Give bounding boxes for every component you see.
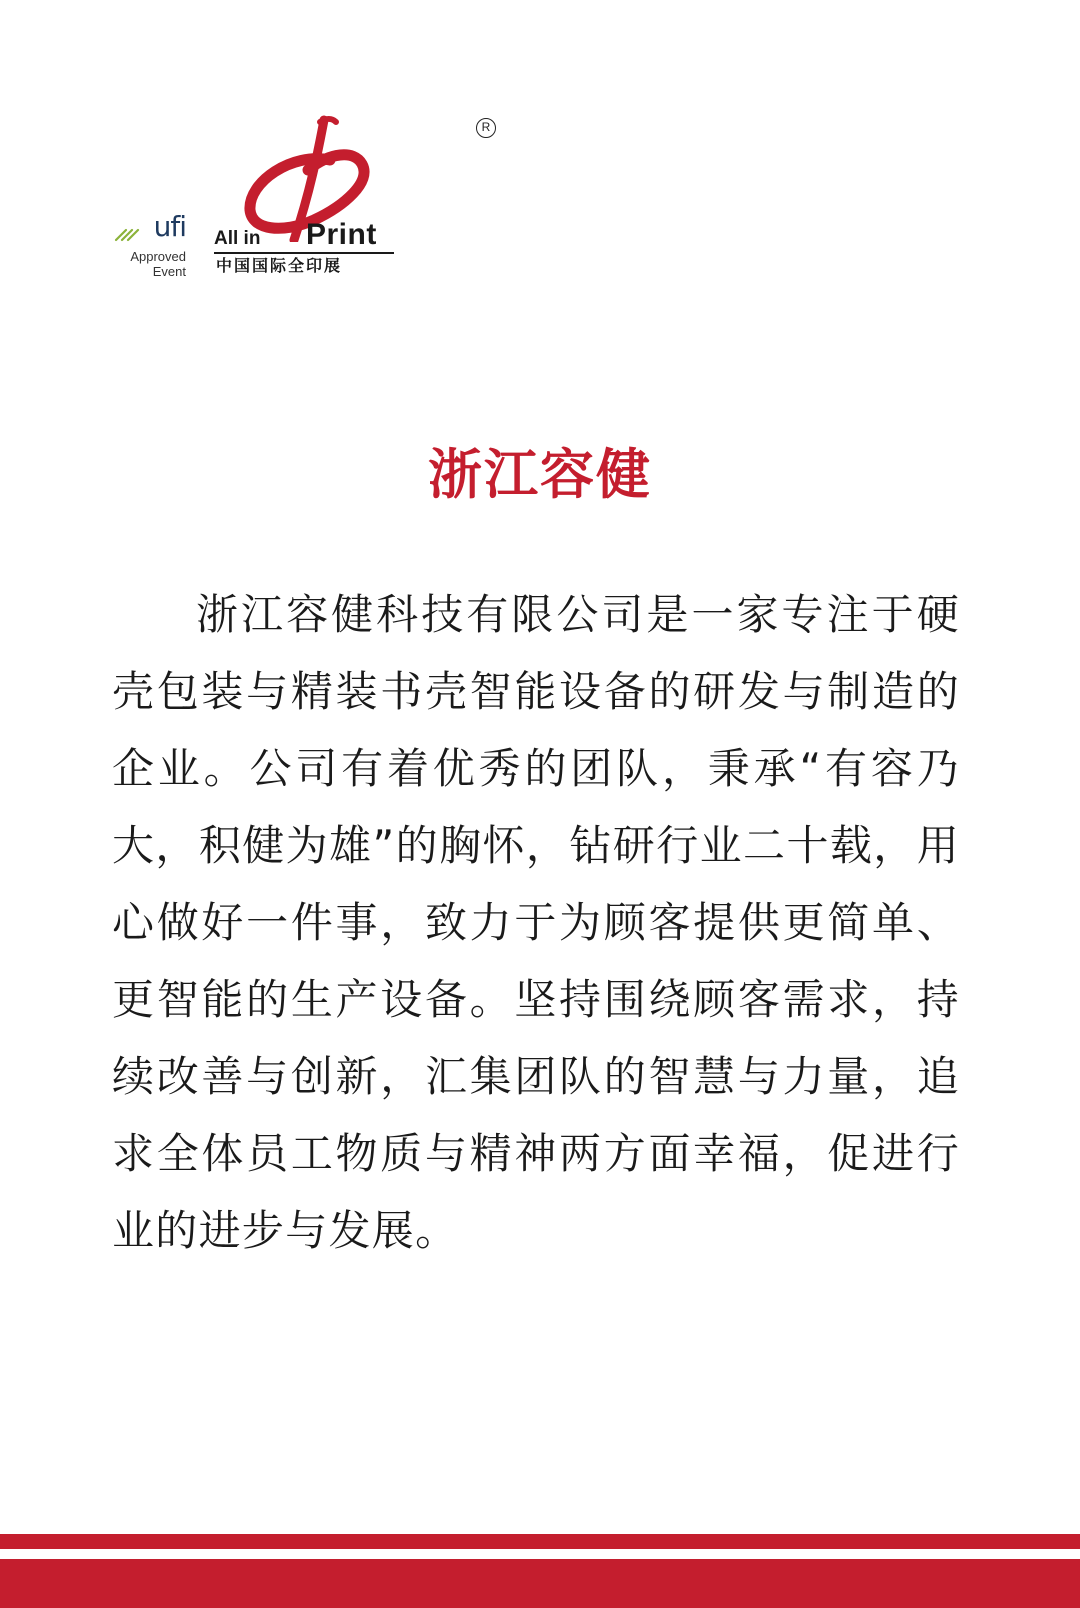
all-in-print-chinese-name: 中国国际全印展: [216, 256, 343, 275]
ufi-event-label: Event: [152, 264, 186, 279]
ufi-approved-label: Approved: [130, 249, 186, 264]
bottom-stripe-thick: [0, 1559, 1080, 1608]
ufi-wordmark: ufi: [153, 210, 186, 243]
ufi-approved-event-logo: [112, 210, 190, 279]
all-in-print-logo: [212, 112, 491, 282]
page-title: 浙江容健: [428, 443, 652, 507]
logo-divider: [214, 252, 394, 254]
logo-area: [112, 112, 491, 282]
all-in-text: All in: [214, 228, 261, 249]
ufi-mark: [112, 210, 190, 248]
company-description: 浙江容健科技有限公司是一家专注于硬壳包装与精装书壳智能设备的研发与制造的企业。公司有着优秀的团队，秉承“有容乃大，积健为雄”的胸怀，钻研行业二十载，用心做好一件事，致力于为顾客提供更简单、更智能的生产设备。坚持围绕顾客需求，持续改善与创新，汇集团队的智慧与力量，追求全体员工物质与精神两方面幸福，促进行业的进步与发展。: [112, 590, 960, 1255]
print-text: Print: [306, 218, 377, 251]
registered-trademark-icon: R: [476, 118, 496, 138]
ufi-stripes-icon: [114, 222, 142, 242]
bottom-stripe-thin: [0, 1534, 1080, 1549]
all-in-print-wordmark: [214, 216, 404, 252]
